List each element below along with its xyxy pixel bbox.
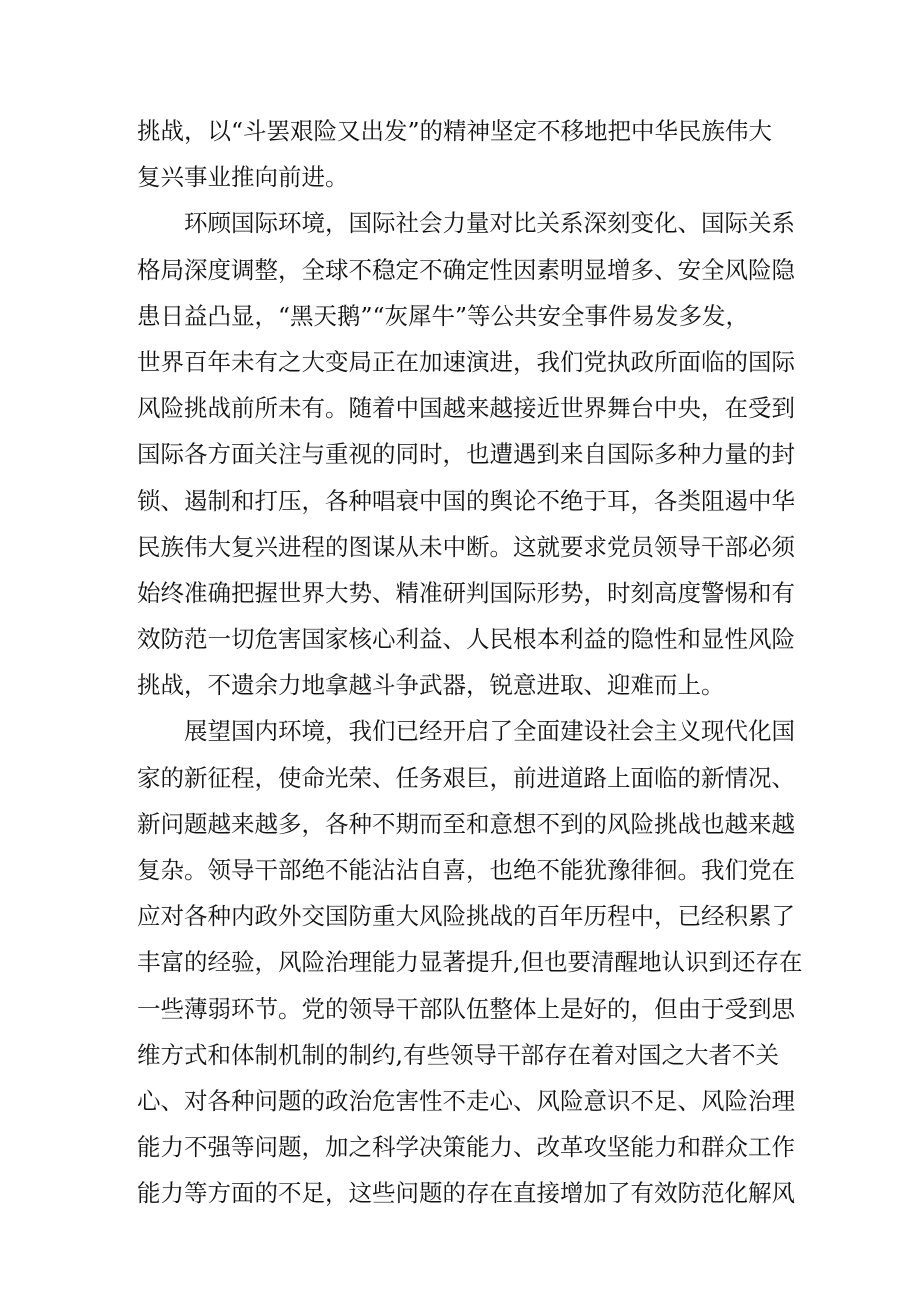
text-line: 民族伟大复兴进程的图谋从未中断。这就要求党员领导干部必须 — [137, 532, 795, 561]
text-line: 始终准确把握世界大势、精准研判国际形势，时刻高度警惕和有 — [137, 578, 795, 607]
text-line: 锁、遏制和打压，各种唱衰中国的舆论不绝于耳，各类阻遏中华 — [137, 486, 795, 515]
text-line: 挑战，不遗余力地拿越斗争武器，锐意进取、迎难而上。 — [137, 671, 725, 700]
text-line: 家的新征程，使命光荣、任务艰巨，前进道路上面临的新情况、 — [137, 763, 795, 792]
document-body-text — [137, 108, 803, 1217]
text-line: 新问题越来越多，各种不期而至和意想不到的风险挑战也越来越 — [137, 809, 795, 838]
text-line: 挑战，以“斗罢艰险又出发”的精神坚定不移地把中华民族伟大 — [137, 117, 773, 145]
text-line: 能力等方面的不足，这些问题的存在直接增加了有效防范化解风 — [137, 1179, 795, 1208]
text-line: 复兴事业推向前进。 — [137, 163, 349, 192]
text-line: 能力不强等问题，加之科学决策能力、改革攻坚能力和群众工作 — [137, 1133, 795, 1162]
text-line: 风险挑战前所未有。随着中国越来越接近世界舞台中央，在受到 — [137, 394, 795, 423]
text-line: 环顾国际环境，国际社会力量对比关系深刻变化、国际关系 — [184, 209, 795, 238]
text-line: 心、对各种问题的政治危害性不走心、风险意识不足、风险治理 — [137, 1086, 795, 1115]
text-line: 一些薄弱环节。党的领导干部队伍整体上是好的，但由于受到思 — [137, 994, 795, 1023]
text-line: 展望国内环境，我们已经开启了全面建设社会主义现代化国 — [184, 717, 795, 746]
text-line: 丰富的经验，风险治理能力显著提升,但也要清醒地认识到还存在 — [137, 948, 803, 977]
text-line: 患日益凸显，“黑天鹅”“灰犀牛”等公共安全事件易发多发， — [137, 301, 750, 330]
text-line: 世界百年未有之大变局正在加速演进，我们党执政所面临的国际 — [137, 347, 795, 376]
text-line: 复杂。领导干部绝不能沾沾自喜，也绝不能犹豫徘徊。我们党在 — [137, 856, 795, 884]
text-line: 应对各种内政外交国防重大风险挑战的百年历程中，已经积累了 — [137, 902, 795, 931]
text-line: 国际各方面关注与重视的同时，也遭遇到来自国际多种力量的封 — [137, 440, 795, 469]
text-line: 维方式和体制机制的制约,有些领导干部存在着对国之大者不关 — [137, 1040, 779, 1069]
text-line: 格局深度调整，全球不稳定不确定性因素明显增多、安全风险隐 — [137, 255, 795, 284]
text-line: 效防范一切危害国家核心利益、人民根本利益的隐性和显性风险 — [137, 625, 795, 654]
